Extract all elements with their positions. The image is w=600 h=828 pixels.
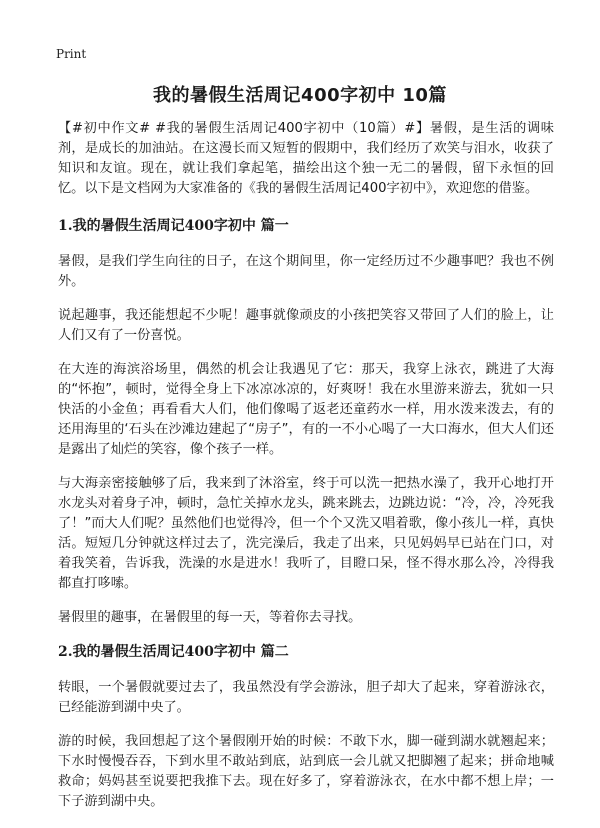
- section-1-paragraph-2: 说起趣事，我还能想起不少呢！趣事就像顽皮的小孩把笑容又带回了人们的脸上，让人们又有了一份喜悦。: [58, 308, 554, 343]
- print-link[interactable]: Print: [56, 47, 87, 61]
- intro-paragraph: 【#初中作文# #我的暑假生活周记400字初中（10篇）#】暑假，是生活的调味剂，是成长的加油站。在这漫长而又短暂的假期中，我们经历了欢笑与泪水，收获了知识和友谊。现在，就让我们拿起笔，描绘出这个独一无二的暑假，留下永恒的回忆。以下是文档网为大家准备的《我的暑假生活周记400字初中》，欢迎您的借鉴。: [58, 121, 554, 196]
- document-title: 我的暑假生活周记400字初中 10篇: [153, 85, 447, 106]
- section-1-paragraph-5: 暑假里的趣事，在暑假里的每一天，等着你去寻找。: [58, 610, 362, 625]
- section-2-paragraph-1: 转眼，一个暑假就要过去了，我虽然没有学会游泳，胆子却大了起来，穿着游泳衣，已经能游到湖中央了。: [58, 680, 554, 715]
- section-1-paragraph-1: 暑假，是我们学生向往的日子，在这个期间里，你一定经历过不少趣事吧？我也不例外。: [58, 254, 554, 289]
- document-body: [58, 119, 554, 826]
- section-1-paragraph-4: 与大海亲密接触够了后，我来到了沐浴室，终于可以洗一把热水澡了，我开心地打开水龙头对着身子冲，顿时，急忙关掉水龙头，跳来跳去，边跳边说：“冷，冷，冷死我了！”而大人们呢？虽然他们也觉得冷，但一个个又洗又唱着歌，像小孩儿一样，真快活。短短几分钟就这样过去了，洗完澡后，我走了出来，只见妈妈早已站在门口，对着我笑着，告诉我，洗澡的水是进水！我听了，目瞪口呆，怪不得水那么冷，冷得我都直打哆嗦。: [58, 476, 554, 591]
- section-heading-2: 2.我的暑假生活周记400字初中 篇二: [58, 644, 289, 660]
- section-1-paragraph-3: 在大连的海滨浴场里，偶然的机会让我遇见了它：那天，我穿上泳衣，跳进了大海的“怀抱”，顿时，觉得全身上下冰凉冰凉的，好爽呀！我在水里游来游去，犹如一只快活的小金鱼；再看看大人们，他们像喝了返老还童药水一样，用水泼来泼去，有的还用海里的‘石头在沙滩边建起了“房子”，有的一不小心喝了一大口海水，但大人们还是露出了灿烂的笑容，像个孩子一样。: [58, 362, 554, 457]
- section-heading-1: 1.我的暑假生活周记400字初中 篇一: [58, 218, 289, 234]
- section-2-paragraph-2: 游的时候，我回想起了这个暑假刚开始的时候：不敢下水，脚一碰到湖水就翘起来；下水时慢慢吞吞，下到水里不敢站到底，站到底一会儿就又把脚翘了起来；拼命地喊救命；妈妈甚至说要把我推下去。现在好多了，穿着游泳衣，在水中都不想上岸；一下子游到湖中央。: [58, 734, 554, 809]
